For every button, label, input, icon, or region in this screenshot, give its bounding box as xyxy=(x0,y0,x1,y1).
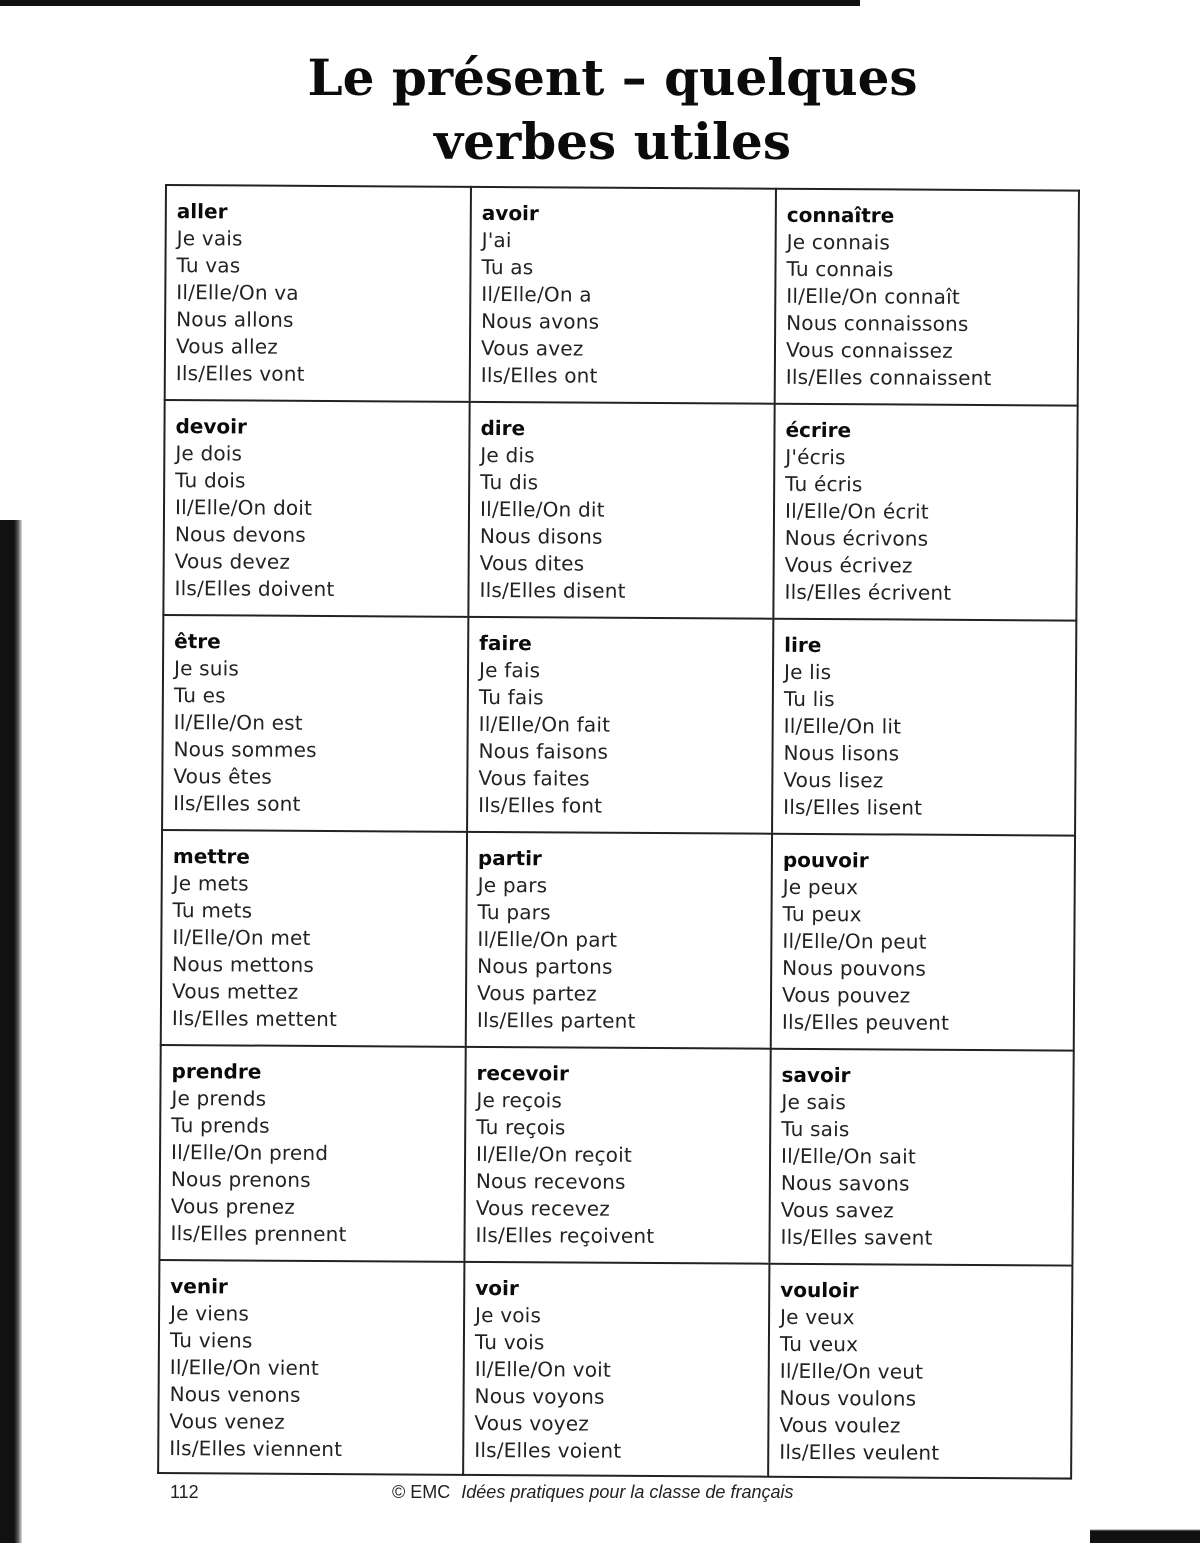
page-number: 112 xyxy=(170,1482,199,1502)
conjugation-form: Ils/Elles font xyxy=(478,792,603,818)
conjugation-form: Nous disons xyxy=(479,523,603,549)
conjugation-form: Tu prends xyxy=(171,1113,270,1138)
conjugation-form: Tu vas xyxy=(176,253,241,278)
conjugation-form: Il/Elle/On doit xyxy=(174,495,313,520)
conjugation-form: Il/Elle/On veut xyxy=(779,1358,924,1384)
verb-cell xyxy=(465,831,771,1048)
copyright-credit xyxy=(388,1482,793,1503)
conjugation-form: Tu vois xyxy=(474,1329,545,1355)
conjugation-form: Il/Elle/On peut xyxy=(782,928,927,954)
conjugation-form: Vous lisez xyxy=(783,767,884,793)
conjugation-form: Je vois xyxy=(475,1302,542,1328)
verb-cell xyxy=(466,616,772,833)
conjugation-form: Il/Elle/On voit xyxy=(474,1356,612,1382)
conjugation-form: Tu fais xyxy=(478,684,544,710)
verb-infinitive: faire xyxy=(479,630,532,656)
page-title-line-1: Le présent – quelques xyxy=(307,48,918,107)
verb-cell xyxy=(467,401,773,618)
verb-cell xyxy=(771,618,1077,835)
conjugation-form: Il/Elle/On écrit xyxy=(784,498,929,524)
conjugation-form: Vous êtes xyxy=(173,764,272,789)
conjugation-form: Ils/Elles prennent xyxy=(170,1221,347,1247)
conjugation-form: Nous allons xyxy=(176,307,294,332)
conjugation-form: Vous devez xyxy=(174,549,291,574)
conjugation-form: Vous voyez xyxy=(474,1410,590,1436)
verb-infinitive: dire xyxy=(480,415,526,441)
conjugation-form: Vous voulez xyxy=(779,1412,901,1438)
conjugation-form: Ils/Elles écrivent xyxy=(784,579,952,605)
conjugation-form: Nous écrivons xyxy=(784,525,929,551)
conjugation-form: Nous avons xyxy=(481,308,600,334)
verb-infinitive: écrire xyxy=(785,417,852,443)
verb-infinitive: partir xyxy=(477,845,542,871)
verb-infinitive: connaître xyxy=(786,202,895,228)
conjugation-form: Ils/Elles veulent xyxy=(779,1439,940,1465)
conjugation-form: Vous pouvez xyxy=(781,982,911,1008)
conjugation-form: Ils/Elles sont xyxy=(173,791,301,816)
conjugation-form: Je vais xyxy=(176,226,243,251)
verb-cell xyxy=(463,1046,769,1263)
conjugation-form: Tu lis xyxy=(783,686,835,712)
conjugation-form: Il/Elle/On fait xyxy=(478,711,611,737)
verb-cell xyxy=(768,1048,1074,1265)
conjugation-form: Nous recevons xyxy=(475,1168,626,1194)
conjugation-form: Il/Elle/On lit xyxy=(783,713,902,739)
verb-cell xyxy=(767,1263,1073,1480)
verb-cell xyxy=(772,403,1078,620)
conjugation-form: Nous venons xyxy=(169,1382,301,1407)
conjugation-form: Nous faisons xyxy=(478,738,609,764)
conjugation-form: Nous devons xyxy=(174,522,306,547)
conjugation-form: Tu écris xyxy=(785,471,863,497)
scan-edge-bottom xyxy=(1090,1517,1200,1543)
conjugation-form: Il/Elle/On va xyxy=(176,280,299,305)
conjugation-form: Je suis xyxy=(173,656,240,681)
conjugation-form: Tu reçois xyxy=(476,1114,566,1140)
conjugation-form: Ils/Elles reçoivent xyxy=(475,1222,655,1249)
verb-infinitive: voir xyxy=(475,1275,519,1301)
conjugation-form: Ils/Elles vont xyxy=(175,361,305,386)
verb-cell xyxy=(161,614,467,831)
conjugation-form: Je peux xyxy=(782,874,859,900)
verb-infinitive: pouvoir xyxy=(782,847,869,873)
conjugation-form: Il/Elle/On est xyxy=(173,710,303,735)
publisher: © EMC xyxy=(392,1482,451,1502)
conjugation-form: Vous avez xyxy=(480,335,584,361)
conjugation-form: Il/Elle/On dit xyxy=(479,496,605,522)
verb-infinitive: être xyxy=(174,629,221,654)
verb-cell xyxy=(160,829,466,1046)
verb-cell xyxy=(164,184,470,401)
conjugation-form: Nous connaissons xyxy=(786,310,969,336)
conjugation-form: Tu dis xyxy=(480,469,539,495)
conjugation-form: Nous voyons xyxy=(474,1383,605,1409)
verb-cell xyxy=(158,1044,464,1261)
scan-edge-top xyxy=(0,0,860,6)
conjugation-form: Nous partons xyxy=(477,953,613,979)
conjugation-form: Tu as xyxy=(481,254,534,280)
conjugation-form: Ils/Elles ont xyxy=(480,362,598,388)
conjugation-form: Je pars xyxy=(477,872,548,898)
verb-conjugation-grid xyxy=(157,184,1080,1480)
conjugation-form: Vous prenez xyxy=(170,1194,296,1219)
conjugation-form: Je mets xyxy=(172,871,249,896)
conjugation-form: J'ai xyxy=(481,227,512,253)
conjugation-form: Nous mettons xyxy=(172,952,315,977)
conjugation-form: Il/Elle/On part xyxy=(477,926,618,952)
verb-infinitive: lire xyxy=(784,632,822,658)
conjugation-form: Nous sommes xyxy=(173,737,317,762)
conjugation-form: Tu peux xyxy=(782,901,862,927)
conjugation-form: Vous savez xyxy=(780,1197,894,1223)
conjugation-form: Ils/Elles mettent xyxy=(171,1006,338,1032)
conjugation-form: Nous lisons xyxy=(783,740,900,766)
conjugation-form: Tu connais xyxy=(786,256,894,282)
conjugation-form: Tu es xyxy=(173,683,226,708)
conjugation-form: Vous faites xyxy=(478,765,590,791)
conjugation-form: Je dis xyxy=(480,442,535,468)
conjugation-form: Il/Elle/On sait xyxy=(781,1143,916,1169)
conjugation-form: Tu viens xyxy=(169,1328,253,1353)
verb-infinitive: venir xyxy=(170,1274,228,1299)
conjugation-form: Vous dites xyxy=(479,550,585,576)
conjugation-form: Je connais xyxy=(786,229,891,255)
conjugation-form: Je prends xyxy=(171,1086,267,1111)
conjugation-form: Vous écrivez xyxy=(784,552,913,578)
conjugation-form: Il/Elle/On met xyxy=(172,925,311,950)
conjugation-form: Ils/Elles voient xyxy=(474,1437,622,1463)
verb-cell xyxy=(469,186,775,403)
conjugation-form: Il/Elle/On reçoit xyxy=(476,1141,633,1167)
page-title-line-2: verbes utiles xyxy=(434,112,791,171)
conjugation-form: Je viens xyxy=(170,1301,250,1326)
conjugation-form: Je lis xyxy=(783,659,832,685)
conjugation-form: Ils/Elles viennent xyxy=(169,1436,343,1462)
verb-infinitive: recevoir xyxy=(476,1060,569,1086)
verb-infinitive: aller xyxy=(176,199,228,224)
conjugation-form: Tu veux xyxy=(779,1331,859,1357)
conjugation-form: Vous mettez xyxy=(171,979,299,1004)
conjugation-form: Nous savons xyxy=(780,1170,910,1196)
conjugation-form: Nous voulons xyxy=(779,1385,917,1411)
conjugation-form: Je veux xyxy=(780,1304,855,1330)
conjugation-form: Ils/Elles disent xyxy=(479,577,626,603)
conjugation-form: Ils/Elles lisent xyxy=(783,794,923,820)
conjugation-form: Je fais xyxy=(478,657,541,683)
conjugation-form: Je dois xyxy=(175,441,243,466)
conjugation-form: Vous venez xyxy=(169,1409,285,1434)
verb-cell xyxy=(162,399,468,616)
conjugation-form: Il/Elle/On prend xyxy=(171,1140,329,1166)
conjugation-form: Il/Elle/On connaît xyxy=(786,283,961,309)
verb-infinitive: vouloir xyxy=(780,1277,859,1303)
scan-edge-left xyxy=(0,520,22,1543)
conjugation-form: Nous prenons xyxy=(170,1167,311,1192)
conjugation-form: Je reçois xyxy=(476,1087,563,1113)
conjugation-form: Vous allez xyxy=(175,334,279,359)
conjugation-form: Tu pars xyxy=(477,899,551,925)
verb-infinitive: savoir xyxy=(781,1062,851,1088)
conjugation-form: Ils/Elles peuvent xyxy=(781,1009,950,1035)
conjugation-form: Nous pouvons xyxy=(782,955,927,981)
verb-cell xyxy=(770,833,1076,1050)
verb-infinitive: prendre xyxy=(171,1059,262,1084)
verb-cell xyxy=(462,1261,768,1478)
conjugation-form: Ils/Elles partent xyxy=(476,1007,636,1033)
conjugation-form: Je sais xyxy=(781,1089,847,1115)
conjugation-form: Ils/Elles savent xyxy=(780,1224,933,1250)
conjugation-form: J'écris xyxy=(785,444,846,470)
conjugation-form: Ils/Elles connaissent xyxy=(785,364,992,391)
book-title: Idées pratiques pour la classe de français xyxy=(461,1482,794,1502)
verb-infinitive: mettre xyxy=(172,844,250,869)
conjugation-form: Tu sais xyxy=(781,1116,850,1142)
verb-infinitive: avoir xyxy=(481,200,539,226)
verb-cell xyxy=(157,1259,463,1476)
conjugation-form: Tu dois xyxy=(175,468,246,493)
conjugation-form: Tu mets xyxy=(172,898,253,923)
page-title xyxy=(0,46,1200,174)
conjugation-form: Il/Elle/On vient xyxy=(169,1355,320,1380)
conjugation-form: Ils/Elles doivent xyxy=(174,576,335,602)
conjugation-form: Vous connaissez xyxy=(785,337,953,363)
conjugation-form: Vous recevez xyxy=(475,1195,611,1221)
verb-cell xyxy=(774,188,1080,405)
conjugation-form: Vous partez xyxy=(476,980,597,1006)
verb-infinitive: devoir xyxy=(175,414,247,439)
conjugation-form: Il/Elle/On a xyxy=(481,281,592,307)
